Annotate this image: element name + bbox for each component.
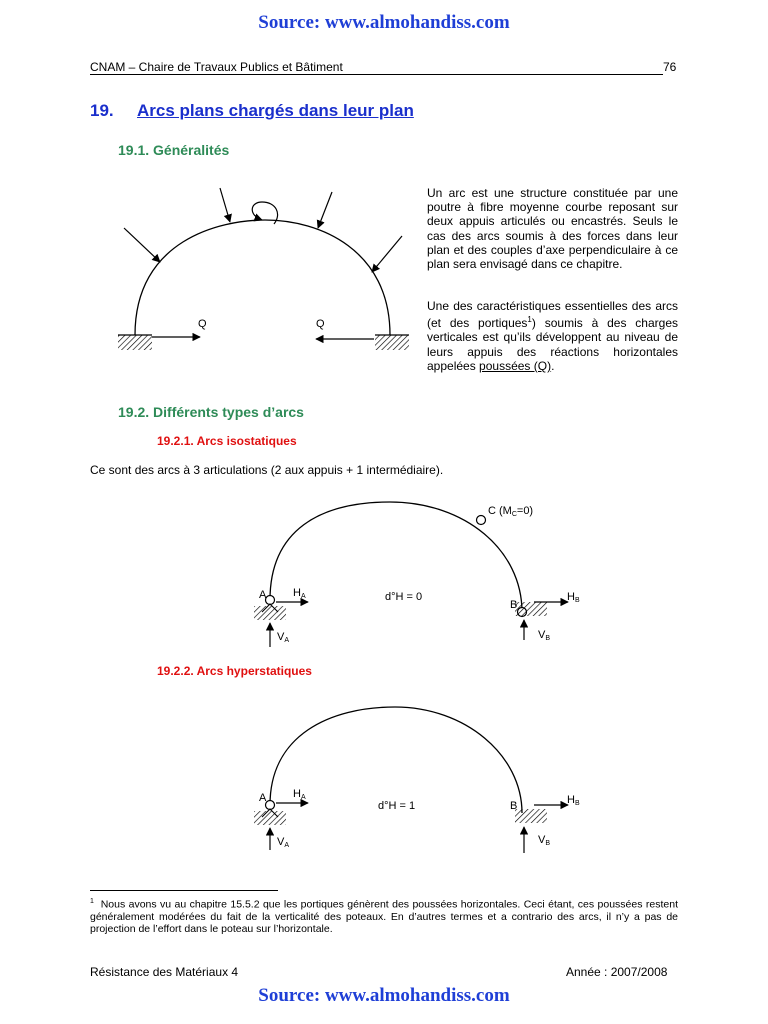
heading-arcs-isostatiques: 19.2.1. Arcs isostatiques: [157, 434, 297, 448]
footnote-ref: 1: [527, 315, 532, 325]
label-hb: HB: [567, 591, 580, 604]
hyper-label-va: VA: [277, 836, 290, 849]
hyper-support-b: [515, 809, 547, 823]
hyper-hinge-a: [266, 801, 275, 810]
section-number: 19.: [90, 101, 114, 120]
label-vb: VB: [538, 629, 551, 642]
degree-hyper: d°H = 1: [378, 800, 416, 812]
isostatic-arch-figure: [240, 490, 600, 655]
source-banner-bottom: Source: www.almohandiss.com: [258, 985, 510, 1006]
hyper-label-a: A: [259, 792, 267, 804]
subsection-heading-generalites: 19.1. Généralités: [118, 142, 230, 158]
page-number: 76: [663, 60, 677, 74]
footnote: [90, 896, 678, 935]
running-header-title: CNAM – Chaire de Travaux Publics et Bâtiment: [90, 60, 343, 74]
para2-part-1: Une des caractéristiques essentielles des arcs (et des portiques: [427, 299, 678, 331]
load-arrow-4: [372, 236, 402, 272]
source-banner-top: Source: www.almohandiss.com: [258, 12, 510, 33]
load-arrow-2: [220, 188, 230, 222]
para2-part-2: ) soumis à des charges verticales est qu’ils développent au niveau de leurs appuis des réactions horizontales appelées: [427, 316, 678, 373]
q-label-right: Q: [316, 318, 325, 330]
hyper-label-ha: HA: [293, 788, 306, 801]
arch-curve: [135, 220, 390, 335]
right-support-hatch: [375, 335, 409, 350]
label-ha: HA: [293, 587, 306, 600]
q-label-left: Q: [198, 318, 207, 330]
hyper-arch-curve: [270, 707, 522, 813]
hinge-c: [477, 516, 486, 525]
arch-loads-figure: [110, 180, 420, 380]
hinge-a: [266, 596, 275, 605]
support-b: [515, 602, 547, 616]
section-title: [137, 101, 414, 121]
hyper-label-b: B: [510, 800, 518, 812]
footnote-mark: 1: [90, 898, 94, 905]
hyper-label-vb: VB: [538, 834, 551, 847]
generalites-paragraph-1: Un arc est une structure constituée par une poutre à fibre moyenne courbe reposant sur deux appuis articulés ou encastrés. Seuls le cas des arcs soumis à des forces dans leur plan et des couples d’axe perpendiculaire à ce plan sera envisagé dans ce chapitre.: [427, 186, 678, 272]
footnote-rule: [90, 890, 278, 891]
subsection-heading-types: 19.2. Différents types d’arcs: [118, 404, 304, 420]
degree-iso: d°H = 0: [385, 591, 423, 603]
section-title-text: Arcs plans chargés dans leur plan: [137, 101, 414, 120]
support-a: [254, 606, 286, 620]
label-c: C (MC=0): [488, 505, 534, 518]
para2-end: .: [551, 358, 555, 373]
isostatiques-description: Ce sont des arcs à 3 articulations (2 aux appuis + 1 intermédiaire).: [90, 463, 444, 477]
header-rule: [90, 74, 663, 75]
hyper-label-hb: HB: [567, 794, 580, 807]
footer-year: Année : 2007/2008: [566, 965, 668, 979]
load-arrow-1: [124, 228, 160, 262]
left-support-hatch: [118, 335, 152, 350]
generalites-paragraph-2: [427, 299, 678, 373]
label-a: A: [259, 589, 267, 601]
hyper-support-a: [254, 811, 286, 825]
footnote-text: Nous avons vu au chapitre 15.5.2 que les portiques génèrent des poussées horizontales. Ceci étant, ces poussées restent généralement modérées du fait de la verticalité des poteaux. En d’autres termes et a contrario des arcs, il n’y a pas de projection de l’effort dans le poteau sur l’horizontale.: [90, 898, 678, 935]
hyperstatic-arch-figure: [240, 695, 600, 860]
label-b: B: [510, 599, 518, 611]
load-arrow-3: [318, 192, 332, 228]
footer-course: Résistance des Matériaux 4: [90, 965, 239, 979]
poussees-term: poussées (Q): [479, 358, 552, 373]
heading-arcs-hyperstatiques: 19.2.2. Arcs hyperstatiques: [157, 664, 312, 678]
label-va: VA: [277, 631, 290, 644]
